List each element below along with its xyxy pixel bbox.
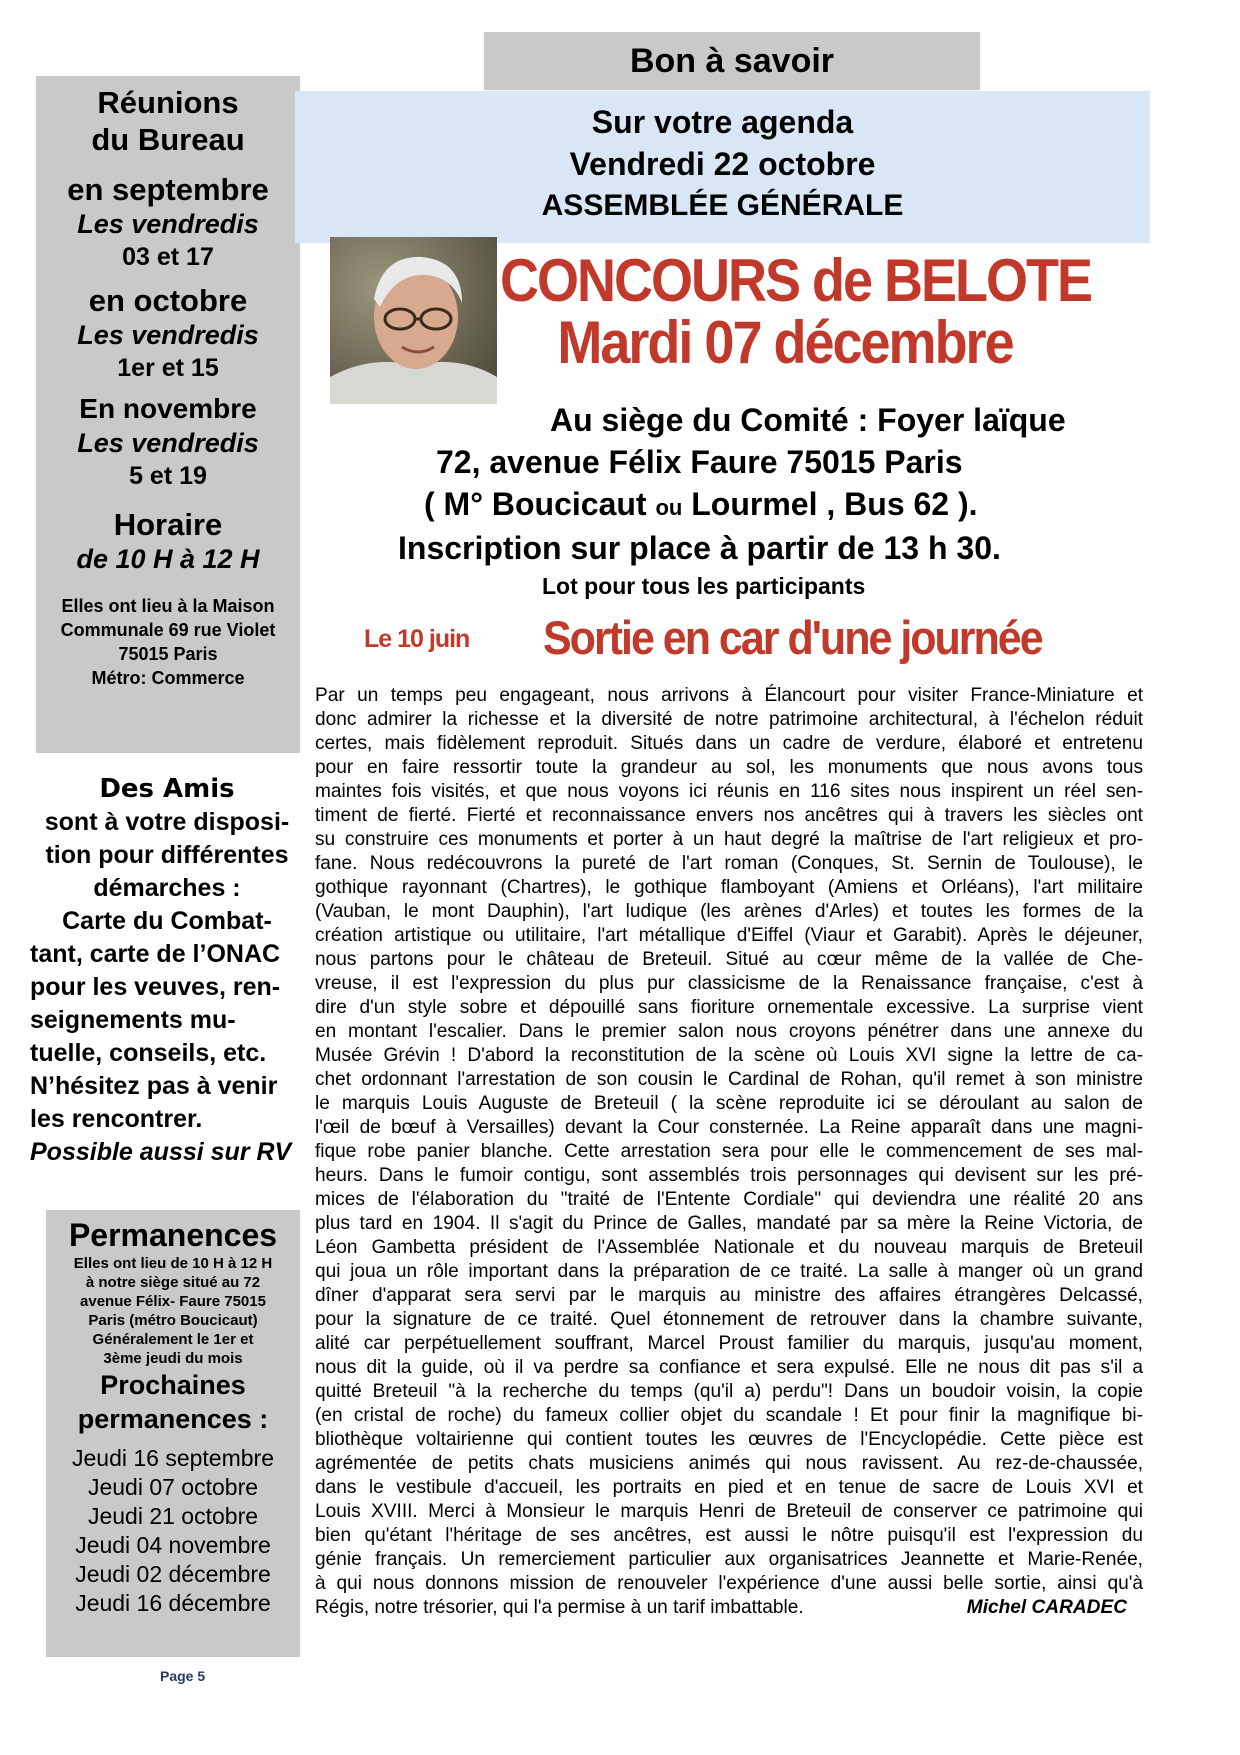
- article-line: agrémentée de petits chats musiciens animés qui nous ravissent. Au rez-de-chaussée,: [315, 1453, 1143, 1474]
- article-line: mices de l'élaboration du "traité de l'Entente Cordiale" qui deviendra une réalité 20 ans: [315, 1189, 1143, 1210]
- amis-text: Carte du Combat-: [62, 907, 272, 935]
- article-line: pour en faire ressortir toute la grandeur au sol, les monuments que nous avons tous: [315, 757, 1143, 778]
- reunions-title: Réunions: [97, 85, 239, 120]
- agenda-line: Sur votre agenda: [591, 104, 854, 140]
- article-line: génie français. Un remerciement particulier aux organisatrices Jeannette et Marie-Renée,: [315, 1549, 1143, 1570]
- article-line: Léon Gambetta président de l'Assemblée Nationale et du nouveau marquis de Breteuil: [315, 1237, 1143, 1258]
- horaire-title: Horaire: [113, 507, 223, 542]
- days-label: Les vendredis: [77, 209, 259, 239]
- permanences-box: [46, 1210, 300, 1657]
- permanence-date: Jeudi 07 octobre: [87, 1474, 259, 1500]
- article-line: donc admirer la richesse et la diversité de notre patrimoine architectural, à l'échelon réduit: [315, 709, 1143, 730]
- lieu-text: Communale 69 rue Violet: [60, 620, 276, 640]
- article-line: Louis XVIII. Merci à Monsieur le marquis Henri de Breteuil de conserver ce patrimoine qui: [315, 1501, 1143, 1522]
- reunions-title-2: du Bureau: [91, 122, 245, 157]
- permanences-info: Généralement le 1er et: [92, 1331, 254, 1348]
- month-november: En novembre: [79, 393, 257, 424]
- days-september: 03 et 17: [122, 243, 214, 271]
- belote-title: CONCOURS de BELOTE: [500, 247, 1092, 315]
- permanence-date: Jeudi 16 décembre: [75, 1590, 271, 1616]
- article-last-line: [315, 1596, 1143, 1620]
- lieu-text: 75015 Paris: [118, 644, 218, 664]
- amis-text: Possible aussi sur RV: [30, 1138, 292, 1166]
- permanences-title: Permanences: [68, 1217, 278, 1253]
- article-line: fique robe panier blanche. Cette arrestation sera pour elle le commencement de ses mal-: [315, 1141, 1143, 1162]
- article-line: alité car perpétuellement souffrant, Marcel Proust familier du marquis, jusqu'au moment,: [315, 1333, 1143, 1354]
- article-line: qui joua un rôle important dans la préparation de ce traité. La salle à manger où un grand: [315, 1261, 1143, 1282]
- article-line: (Vauban, le mont Dauphin), l'art ludique (les arènes d'Arles) et toutes les formes de la: [315, 901, 1143, 922]
- month-september: en septembre: [67, 172, 269, 207]
- belote-transport: [424, 486, 978, 523]
- lieu-text: Métro: Commerce: [91, 668, 245, 688]
- next-permanences-title: Prochaines: [100, 1370, 246, 1400]
- permanence-date: Jeudi 21 octobre: [87, 1503, 259, 1529]
- amis-text: tion pour différentes: [45, 841, 289, 869]
- amis-text: les rencontrer.: [30, 1105, 203, 1133]
- amis-title: Des Amis: [99, 774, 235, 804]
- reunions-box: [36, 76, 300, 753]
- permanences-info: à notre siège situé au 72: [85, 1274, 261, 1291]
- belote-lot: Lot pour tous les participants: [542, 573, 866, 599]
- next-permanences-title-2: permanences :: [77, 1404, 269, 1434]
- article-line: heurs. Dans le fumoir contigu, sont assemblés trois personnages qui devisent sur les pré-: [315, 1165, 1143, 1186]
- amis-text: N’hésitez pas à venir: [30, 1072, 278, 1100]
- article-line: création artistique ou utilitaire, l'art métallique d'Eiffel (Viaur et Garabit). Après le déjeuner,: [315, 925, 1143, 946]
- amis-text: pour les veuves, ren-: [30, 973, 281, 1001]
- transport-text: Lourmel , Bus 62 ).: [682, 486, 978, 522]
- article-line: vreuse, il est l'expression du plus pur classicisme de la Renaissance française, c'est à: [315, 973, 1143, 994]
- article-line: gothique rayonnant (Chartres), le gothique flamboyant (Amiens et Orléans), l'art militaire: [315, 877, 1143, 898]
- month-october: en octobre: [88, 283, 248, 318]
- sortie-date: Le 10 juin: [364, 625, 470, 653]
- permanences-info: 3ème jeudi du mois: [103, 1350, 243, 1367]
- article-line: nous dit la guide, où il va perdre sa confiance et sera expulsé. Elle ne nous dit pas s'il a: [315, 1357, 1143, 1378]
- agenda-line: ASSEMBLÉE GÉNÉRALE: [541, 189, 904, 222]
- permanences-info: Paris (métro Boucicaut): [88, 1312, 258, 1329]
- article-line: Musée Grévin ! D'abord la reconstitution de la scène où Louis XVI signe la lettre de ca-: [315, 1045, 1143, 1066]
- sortie-title: Sortie en car d'une journée: [543, 612, 1042, 665]
- article-line: su construire ces monuments et porter à un haut degré la maîtrise de l'art religieux et pro-: [315, 829, 1143, 850]
- article-lines: [315, 684, 1143, 1596]
- permanences-info: Elles ont lieu de 10 H à 12 H: [73, 1255, 273, 1272]
- amis-text: tant, carte de l’ONAC: [30, 940, 281, 968]
- belote-heading: [500, 247, 1092, 377]
- days-november: 5 et 19: [129, 462, 207, 490]
- article-line: pour la signature de ce traité. Quel étonnement de retrouver dans la chambre suivante,: [315, 1309, 1143, 1330]
- agenda-line: Vendredi 22 octobre: [569, 146, 876, 182]
- days-label: Les vendredis: [77, 320, 259, 350]
- article-line: Par un temps peu engageant, nous arrivons à Élancourt pour visiter France-Miniature et: [315, 685, 1143, 706]
- amis-section: [28, 772, 306, 1169]
- article-line: à qui nous donnons mission de renouveler l'expérience d'une aussi belle sortie, ainsi qu'à: [315, 1573, 1143, 1594]
- belote-address: 72, avenue Félix Faure 75015 Paris: [436, 444, 963, 480]
- article-text: Régis, notre trésorier, qui l'a permise à un tarif imbattable.: [315, 1597, 804, 1618]
- article-line: le marquis Louis Auguste de Breteuil ( la scène reproduite ici se déroulant au salon de: [315, 1093, 1143, 1114]
- transport-ou: ou: [655, 495, 683, 520]
- article-line: timent de fierté. Fierté et reconnaissance envers nos ancêtres qui à travers les siècles ont: [315, 805, 1143, 826]
- permanences-info: avenue Félix- Faure 75015: [80, 1293, 266, 1310]
- transport-text: ( M° Boucicaut: [424, 486, 656, 522]
- article-line: en montant l'escalier. Dans le premier salon nous croyons pénétrer dans une annexe du: [315, 1021, 1143, 1042]
- article-line: (en cristal de roche) du fameux collier objet du scandale ! Et pour finir la magnifique bi-: [315, 1405, 1143, 1426]
- permanence-date: Jeudi 02 décembre: [75, 1561, 271, 1587]
- article-line: nous partons pour le château de Breteuil. Situé au cœur même de la vallée de Che-: [315, 949, 1143, 970]
- article-line: l'œil de bœuf à Versailles) devant la Cour consternée. La Reine apparaît dans une magni-: [315, 1117, 1143, 1138]
- horaire-value: de 10 H à 12 H: [76, 544, 260, 574]
- article-line: dîner d'apparat sera servi par le marquis au ministre des affaires étrangères Delcassé,: [315, 1285, 1143, 1306]
- permanence-date: Jeudi 16 septembre: [71, 1445, 274, 1471]
- bon-a-savoir-title: Bon à savoir: [484, 32, 980, 90]
- days-label: Les vendredis: [77, 428, 259, 458]
- amis-text: démarches :: [93, 874, 241, 902]
- lieu-text: Elles ont lieu à la Maison: [61, 596, 275, 616]
- article-line: certes, mais fidèlement reproduit. Situés dans un cadre de verdure, élaboré et entretenu: [315, 733, 1143, 754]
- article-line: bliothèque voltairienne qui contient toutes les œuvres de l'Encyclopédie. Cette pièce est: [315, 1429, 1143, 1450]
- agenda-box: [295, 91, 1150, 243]
- amis-text: sont à votre disposi-: [44, 808, 290, 836]
- article-author: Michel CARADEC: [966, 1597, 1127, 1618]
- article-line: dire d'un style sobre et dépouillé sans fioriture ornementale excessive. La surprise vient: [315, 997, 1143, 1018]
- article-line: maintes fois visités, et que nous voyons ici réunis en 116 sites nous inspirent un réel sen-: [315, 781, 1143, 802]
- article-line: quitté Breteuil "à la recherche du temps (qu'il a) perdu"! Dans un boudoir voisin, la copie: [315, 1381, 1143, 1402]
- permanence-dates: [46, 1444, 300, 1618]
- page-number: Page 5: [160, 1668, 206, 1684]
- article-line: chet ordonnant l'arrestation de son cousin le Cardinal de Rohan, qu'il remet à son ministre: [315, 1069, 1143, 1090]
- portrait-image: [330, 237, 497, 404]
- belote-inscription: Inscription sur place à partir de 13 h 30.: [398, 530, 1001, 566]
- article-line: bien qu'étant l'héritage de ses ancêtres, est aussi le nôtre puisqu'il est l'expression du: [315, 1525, 1143, 1546]
- article-body: [315, 684, 1143, 1620]
- belote-date: Mardi 07 décembre: [557, 309, 1013, 377]
- portrait-photo: [330, 237, 497, 404]
- article-line: fane. Nous redécouvrons la pureté de l'art roman (Conques, St. Sernin de Toulouse), le: [315, 853, 1143, 874]
- article-line: dans le vestibule d'accueil, les portraits en pied et en tenue de sacre de Louis XVI et: [315, 1477, 1143, 1498]
- article-line: plus tard en 1904. Il s'agit du Prince de Galles, mandaté par sa mère la Reine Victoria, de: [315, 1213, 1143, 1234]
- days-october: 1er et 15: [117, 354, 219, 382]
- permanence-date: Jeudi 04 novembre: [75, 1532, 271, 1558]
- amis-text: seignements mu-: [30, 1006, 236, 1034]
- belote-location: Au siège du Comité : Foyer laïque: [550, 402, 1066, 438]
- amis-text: tuelle, conseils, etc.: [30, 1039, 267, 1067]
